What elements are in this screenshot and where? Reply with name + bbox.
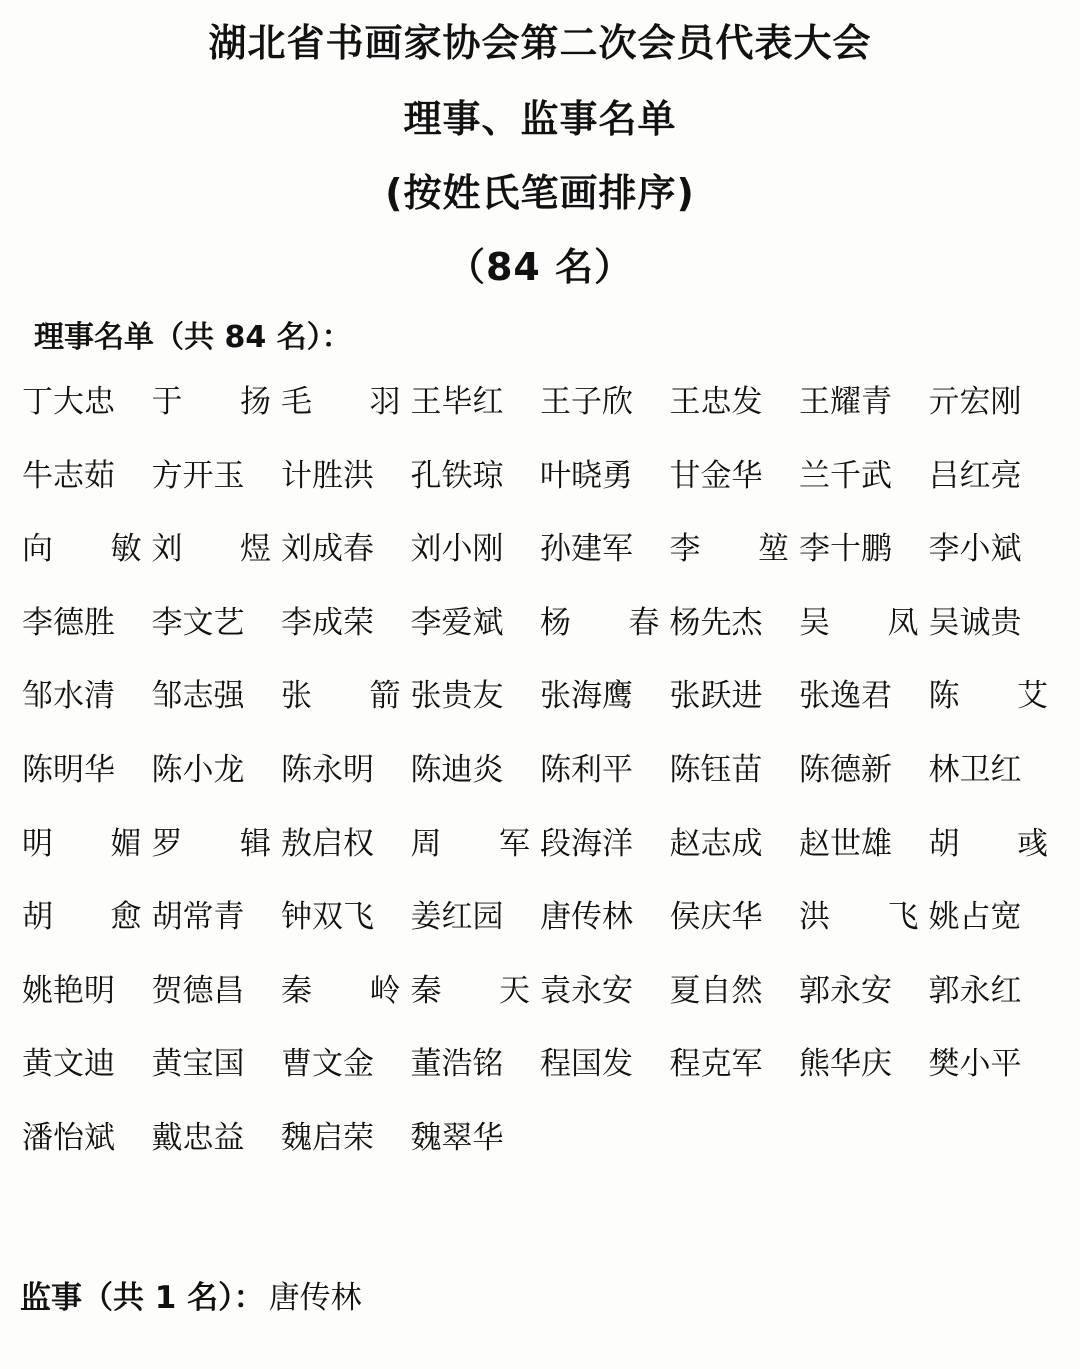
- director-name: 郭永安: [799, 972, 892, 1009]
- director-name: 甘金华: [669, 457, 763, 494]
- director-name: 郭永红: [928, 972, 1022, 1009]
- director-name: 姚占宽: [928, 899, 1022, 936]
- director-name: 夏自然: [669, 972, 763, 1009]
- director-name: 李十鹏: [799, 531, 892, 568]
- director-name: 王毕红: [410, 384, 504, 420]
- directors-label: 理事名单（共 84 名）：: [34, 320, 352, 355]
- director-name: 胡常青: [151, 899, 245, 936]
- director-name: 程国发: [540, 1046, 633, 1083]
- director-name: 钟双飞: [281, 899, 374, 936]
- director-name: 李德胜: [22, 604, 115, 641]
- director-name: 张逸君: [799, 678, 892, 715]
- director-name: 洪 飞: [799, 899, 919, 936]
- director-name: 向 敏: [22, 531, 142, 568]
- director-name: 胡 愈: [22, 899, 142, 936]
- director-name: 陈永明: [281, 751, 374, 788]
- director-name: 李爱斌: [410, 604, 504, 641]
- director-name: 樊小平: [928, 1046, 1022, 1083]
- director-name: 罗 辑: [151, 825, 271, 862]
- director-name: 姚艳明: [22, 972, 115, 1009]
- director-name: 吴 凤: [799, 604, 919, 641]
- director-name: 贺德昌: [151, 972, 245, 1009]
- director-name: 陈小龙: [151, 751, 245, 788]
- director-name: 毛 羽: [281, 384, 401, 420]
- director-name: 张 箭: [281, 678, 401, 715]
- director-name: 陈利平: [540, 751, 633, 788]
- director-name: 邹志强: [151, 678, 245, 715]
- director-name: 袁永安: [540, 972, 633, 1009]
- director-name: 陈明华: [22, 751, 115, 788]
- director-name: 吴诚贵: [928, 604, 1022, 641]
- director-name: 侯庆华: [669, 899, 763, 936]
- director-name: 黄宝国: [151, 1046, 245, 1083]
- director-name: 于 扬: [151, 384, 271, 420]
- director-name: 孙建军: [540, 531, 633, 568]
- director-name: 丁大忠: [22, 384, 115, 420]
- director-name: 秦 天: [410, 972, 530, 1009]
- director-name: 陈迪炎: [410, 751, 504, 788]
- director-name: 魏翠华: [410, 1119, 504, 1156]
- title-line-2: 理事、监事名单: [403, 97, 677, 141]
- director-name: 计胜洪: [281, 457, 374, 494]
- director-name: 董浩铭: [410, 1046, 504, 1083]
- director-name: 刘 煜: [151, 531, 271, 568]
- director-name: 林卫红: [928, 751, 1022, 788]
- director-name: 唐传林: [540, 899, 633, 936]
- director-name: 吕红亮: [928, 457, 1022, 494]
- director-name: 孔铁琼: [410, 457, 504, 494]
- director-name: 亓宏刚: [928, 384, 1022, 420]
- director-name: 熊华庆: [799, 1046, 892, 1083]
- director-name: 张跃进: [669, 678, 763, 715]
- director-name: 姜红园: [410, 899, 504, 936]
- director-name: 陈 艾: [928, 678, 1048, 715]
- director-name: 段海洋: [540, 825, 633, 862]
- director-name: 王忠发: [669, 384, 763, 420]
- director-name: 刘成春: [281, 531, 374, 568]
- director-name: 敖启权: [281, 825, 374, 862]
- director-name: 刘小刚: [410, 531, 504, 568]
- director-name: 邹水清: [22, 678, 115, 715]
- director-name: 李文艺: [151, 604, 245, 641]
- supervisor-label: 监事（共 1 名）：: [20, 1280, 265, 1316]
- director-name: 李成荣: [281, 604, 374, 641]
- title-line-3: (按姓氏笔画排序): [385, 171, 695, 215]
- director-name: 胡 彧: [928, 825, 1048, 862]
- director-name: 赵世雄: [799, 825, 892, 862]
- director-name: 秦 岭: [281, 972, 401, 1009]
- director-name: 陈钰苗: [669, 751, 763, 788]
- director-name: 王耀青: [799, 384, 892, 420]
- title-line-1: 湖北省书画家协会第二次会员代表大会: [208, 21, 872, 65]
- director-name: 李小斌: [928, 531, 1022, 568]
- director-name: 方开玉: [151, 457, 245, 494]
- director-name: 明 媚: [22, 825, 142, 862]
- title-line-4: （84 名）: [446, 245, 634, 289]
- director-name: 周 军: [410, 825, 530, 862]
- director-name: 赵志成: [669, 825, 763, 862]
- director-name: 李 堃: [669, 531, 789, 568]
- director-name: 程克军: [669, 1046, 763, 1083]
- director-name: 王子欣: [540, 384, 633, 420]
- director-name: 曹文金: [281, 1046, 374, 1083]
- director-name: 张海鹰: [540, 678, 633, 715]
- directors-name-grid: [22, 372, 1058, 1182]
- supervisor-line: [20, 1272, 362, 1317]
- supervisor-name: 唐传林: [268, 1280, 362, 1316]
- director-name: 黄文迪: [22, 1046, 115, 1083]
- director-name: 叶晓勇: [540, 457, 633, 494]
- director-name: 牛志茹: [22, 457, 115, 494]
- director-name: 杨先杰: [669, 604, 763, 641]
- director-name: 戴忠益: [151, 1119, 245, 1156]
- director-name: 潘怡斌: [22, 1119, 115, 1156]
- director-name: 兰千武: [799, 457, 892, 494]
- director-name: 张贵友: [410, 678, 504, 715]
- director-name: 魏启荣: [281, 1119, 374, 1156]
- director-name: 陈德新: [799, 751, 892, 788]
- director-name: 杨 春: [540, 604, 660, 641]
